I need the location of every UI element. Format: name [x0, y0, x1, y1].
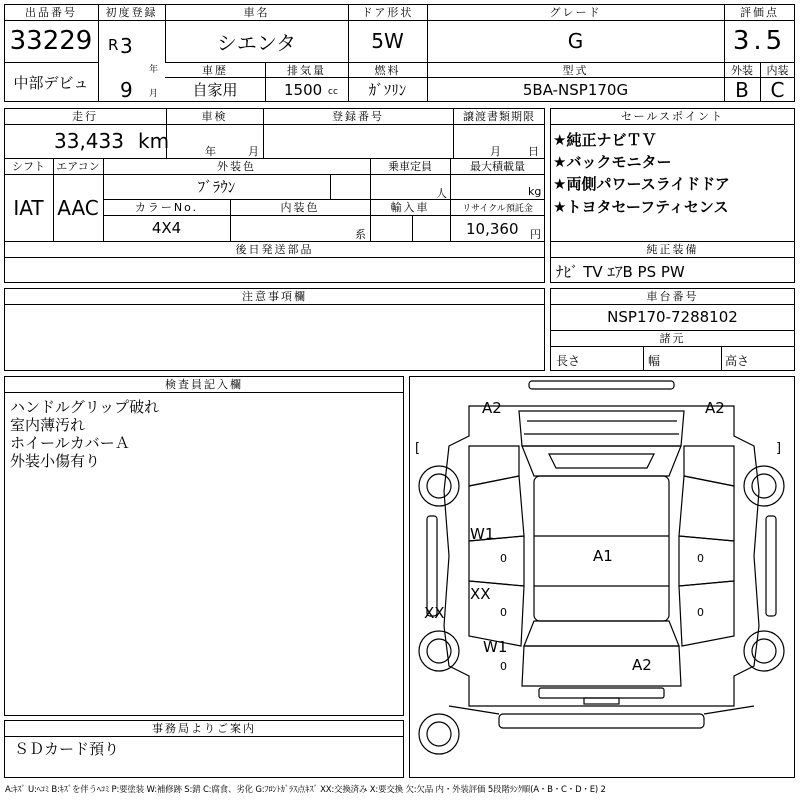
- recycle-unit: 円: [530, 228, 541, 241]
- chassis-number-label: 車台番号: [646, 290, 699, 303]
- registration-month: 9: [120, 78, 133, 102]
- damage-mark: XX: [470, 585, 491, 603]
- transfer-deadline-label: 譲渡書類期限: [463, 110, 535, 123]
- office-label: 事務局よりご案内: [152, 722, 256, 735]
- exterior-color: ﾌﾞﾗｳﾝ: [197, 178, 236, 196]
- height-label: 高さ: [725, 354, 750, 368]
- equipment-value: ﾅﾋﾞ TV ｴｱB PS PW: [556, 263, 685, 281]
- interior-color-unit: 系: [355, 228, 366, 241]
- interior-grade: C: [770, 77, 785, 102]
- sales-points-label: セールスポイント: [620, 110, 724, 123]
- inspection-month-unit: 月: [248, 145, 259, 158]
- damage-mark: A2: [632, 656, 652, 674]
- car-name: シエンタ: [216, 30, 297, 55]
- inspection-label: 車検: [201, 110, 228, 123]
- damage-mark: [: [415, 441, 421, 456]
- history-label: 車歴: [202, 63, 228, 77]
- width-label: 幅: [648, 354, 661, 368]
- score: 3.5: [732, 26, 787, 56]
- first-registration-label: 初度登録: [105, 6, 158, 19]
- color-number-label: カラーNo.: [134, 201, 199, 214]
- inspector-note: 外装小傷有り: [10, 452, 101, 470]
- panel-zero-mark: 0: [500, 606, 507, 619]
- exterior-grade: B: [735, 77, 749, 102]
- recycle-fee: 10,360: [466, 220, 519, 238]
- panel-zero-mark: 0: [697, 552, 704, 565]
- inspector-note: 室内薄汚れ: [10, 416, 86, 434]
- length-label: 長さ: [556, 354, 581, 368]
- sales-point-item: ★トヨタセーフティセンス: [553, 198, 729, 216]
- capacity-unit: 人: [436, 187, 447, 200]
- registration-year: 3: [120, 34, 133, 58]
- aircon-label: エアコン: [56, 160, 100, 173]
- model-label: 型式: [562, 63, 589, 77]
- shift: IAT: [13, 195, 44, 220]
- mileage-unit: km: [138, 129, 170, 153]
- damage-mark: W1: [470, 525, 495, 543]
- shift-label: シフト: [12, 160, 45, 173]
- chassis-number: NSP170-7288102: [607, 308, 738, 326]
- recycle-label: リサイクル預託金: [462, 203, 533, 214]
- damage-mark: A2: [482, 399, 502, 417]
- panel-zero-mark: 0: [500, 552, 507, 565]
- score-label: 評価点: [740, 6, 779, 19]
- car-diagram: [409, 376, 795, 778]
- grade-label: グレード: [549, 6, 602, 19]
- registration-number-label: 登録番号: [332, 110, 384, 123]
- car-name-label: 車名: [243, 6, 270, 19]
- year-unit: 年: [149, 65, 159, 75]
- color-number: 4X4: [151, 219, 182, 237]
- fuel-label: 燃料: [374, 63, 401, 77]
- max-load-unit: kg: [528, 185, 542, 198]
- grade: G: [567, 29, 584, 53]
- sales-point-item: ★バックモニター: [553, 153, 672, 171]
- max-load-label: 最大積載量: [470, 160, 525, 173]
- damage-mark: A1: [593, 547, 613, 565]
- import-label: 輸入車: [390, 201, 430, 214]
- model-code: 5BA-NSP170G: [522, 80, 629, 99]
- exterior-grade-label: 外装: [731, 63, 753, 77]
- inspector-note: ホイールカバーＡ: [10, 434, 130, 452]
- office-note: ＳＤカード預り: [14, 740, 120, 758]
- auction-venue: 中部デビュ: [13, 73, 89, 92]
- spec-label: 諸元: [659, 332, 686, 345]
- lot-number-label: 出品番号: [25, 6, 77, 19]
- aircon: AAC: [57, 195, 99, 220]
- transfer-month-unit: 月: [490, 145, 501, 158]
- exterior-color-label: 外装色: [217, 160, 256, 173]
- damage-mark: W1: [483, 638, 508, 656]
- lot-number: 33229: [9, 26, 93, 56]
- equipment-label: 純正装備: [646, 243, 699, 256]
- notes-label: 注意事項欄: [242, 290, 307, 303]
- interior-color-label: 内装色: [280, 201, 320, 214]
- capacity-label: 乗車定員: [388, 160, 432, 173]
- legend: A:ｷｽﾞ U:ﾍｺﾐ B:ｷｽﾞを伴うﾍｺﾐ P:要塗装 W:補修跡 S:錆 C:腐食、劣化 G:ﾌﾛﾝﾄｶﾞﾗｽ点ｷｽﾞ XX:交換済み X:要交換 欠:欠品 内・外装評価 5段階ﾗﾝｸ順(A・B・C・D・E) 2: [5, 785, 606, 795]
- displacement: 1500: [284, 81, 323, 99]
- panel-zero-mark: 0: [697, 606, 704, 619]
- sales-point-item: ★両側パワースライドドア: [553, 175, 730, 193]
- panel-zero-mark: 0: [500, 660, 507, 673]
- mileage: 33,433: [54, 129, 124, 153]
- damage-mark: A2: [705, 399, 725, 417]
- later-parts-label: 後日発送部品: [235, 243, 314, 256]
- damage-mark: ]: [776, 441, 782, 456]
- interior-grade-label: 内装: [766, 63, 789, 77]
- displacement-unit: cc: [328, 87, 338, 97]
- damage-mark: XX: [424, 604, 445, 622]
- transfer-day-unit: 日: [528, 145, 539, 158]
- era: R: [108, 36, 119, 54]
- month-unit: 月: [149, 89, 159, 99]
- door-label: ドア形状: [361, 6, 414, 19]
- sales-point-item: ★純正ナビＴＶ: [553, 131, 657, 149]
- mileage-label: 走行: [72, 110, 98, 123]
- inspector-label: 検査員記入欄: [165, 378, 243, 391]
- inspector-note: ハンドルグリップ破れ: [10, 398, 160, 416]
- displacement-label: 排気量: [287, 63, 326, 77]
- door-type: 5W: [371, 29, 404, 53]
- fuel: ｶﾞｿﾘﾝ: [368, 81, 407, 99]
- inspection-year-unit: 年: [205, 145, 216, 158]
- history: 自家用: [192, 81, 238, 99]
